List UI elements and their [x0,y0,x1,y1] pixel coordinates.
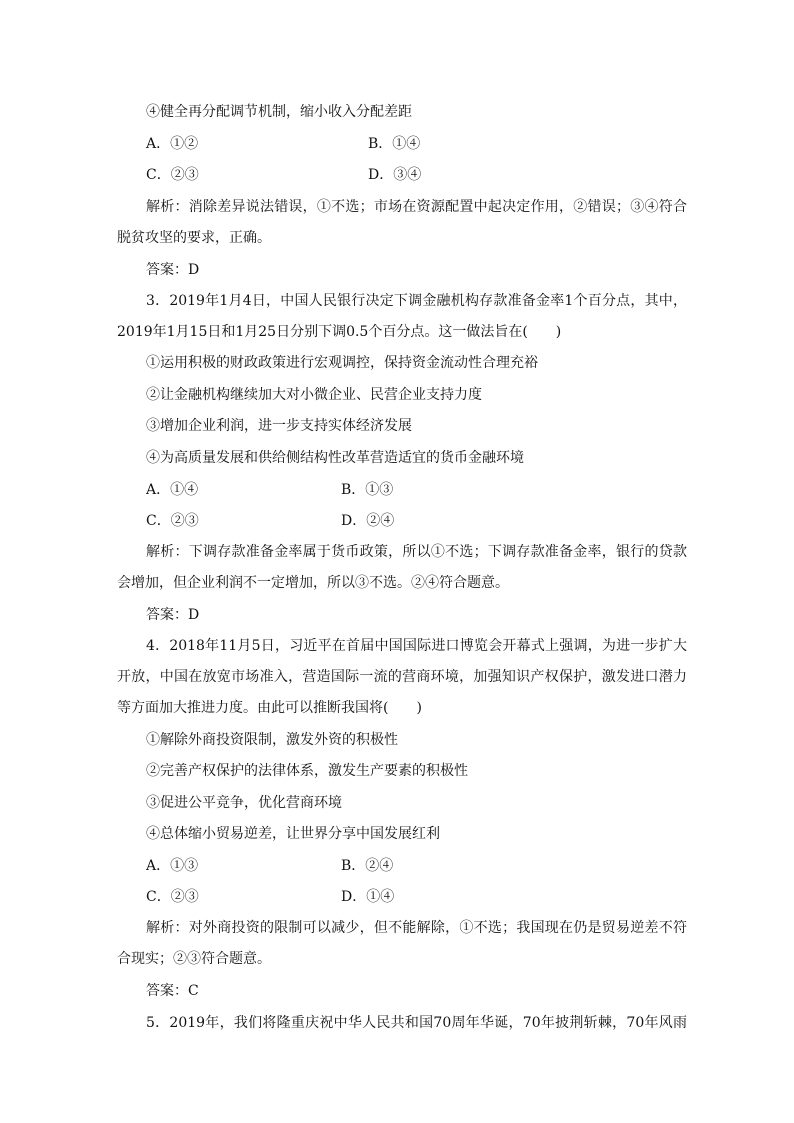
q4-option-4: ④总体缩小贸易逆差，让世界分享中国发展红利 [146,826,440,842]
q4-stem-line-3: 等方面加大推进力度。由此可以推断我国将( ) [117,700,422,716]
q2-analysis-line-2: 脱贫攻坚的要求，正确。 [117,230,271,246]
q3-choice-c: C．②③ [146,513,199,529]
q3-option-2: ②让金融机构继续加大对小微企业、民营企业支持力度 [146,387,482,403]
q4-analysis-line-1: 解析：对外商投资的限制可以减少，但不能解除，①不选；我国现在仍是贸易逆差不符 [146,920,687,936]
q2-choice-a: A．①② [146,136,199,152]
q4-analysis-line-2: 合现实；②③符合题意。 [117,951,271,967]
q2-choice-b: B．①④ [368,136,421,152]
q3-option-1: ①运用积极的财政政策进行宏观调控，保持资金流动性合理充裕 [146,355,538,371]
q3-option-3: ③增加企业利润，进一步支持实体经济发展 [146,418,412,434]
q3-analysis-line-2: 会增加，但企业利润不一定增加，所以③不选。②④符合题意。 [117,575,509,591]
q4-option-3: ③促进公平竞争，优化营商环境 [146,795,342,811]
q4-stem-line-1: 4．2018年11月5日，习近平在首届中国国际进口博览会开幕式上强调，为进一步扩大 [146,638,687,654]
q3-analysis-line-1: 解析：下调存款准备金率属于货币政策，所以①不选；下调存款准备金率，银行的贷款 [146,544,687,560]
q3-stem-line-2: 2019年1月15日和1月25日分别下调0.5个百分点。这一做法旨在( ) [117,324,562,340]
q4-option-2: ②完善产权保护的法律体系，激发生产要素的积极性 [146,763,468,779]
q4-option-1: ①解除外商投资限制，激发外资的积极性 [146,732,398,748]
q4-answer: 答案：C [146,983,199,999]
q2-option-4: ④健全再分配调节机制，缩小收入分配差距 [146,104,412,120]
q3-answer: 答案：D [146,607,200,623]
q2-analysis-line-1: 解析：消除差异说法错误，①不选；市场在资源配置中起决定作用，②错误；③④符合 [146,199,687,215]
q3-choice-a: A．①④ [146,482,199,498]
q3-option-4: ④为高质量发展和供给侧结构性改革营造适宜的货币金融环境 [146,450,524,466]
q4-choice-d: D．①④ [341,889,395,905]
q3-stem-line-1: 3．2019年1月4日，中国人民银行决定下调金融机构存款准备金率1个百分点，其中， [146,293,687,309]
q4-choice-c: C．②③ [146,889,199,905]
q2-choice-c: C．②③ [146,167,199,183]
q4-choice-a: A．①③ [146,858,199,874]
q5-stem-line-1: 5．2019年，我们将隆重庆祝中华人民共和国70周年华诞，70年披荆斩棘，70年风雨 [146,1015,687,1031]
q4-choice-b: B．②④ [341,858,394,874]
q3-choice-d: D．②④ [341,513,395,529]
q3-choice-b: B．①③ [341,482,394,498]
q2-answer: 答案：D [146,262,200,278]
q2-choice-d: D．③④ [368,167,422,183]
q4-stem-line-2: 开放，中国在放宽市场准入，营造国际一流的营商环境，加强知识产权保护，激发进口潜力 [117,669,687,685]
